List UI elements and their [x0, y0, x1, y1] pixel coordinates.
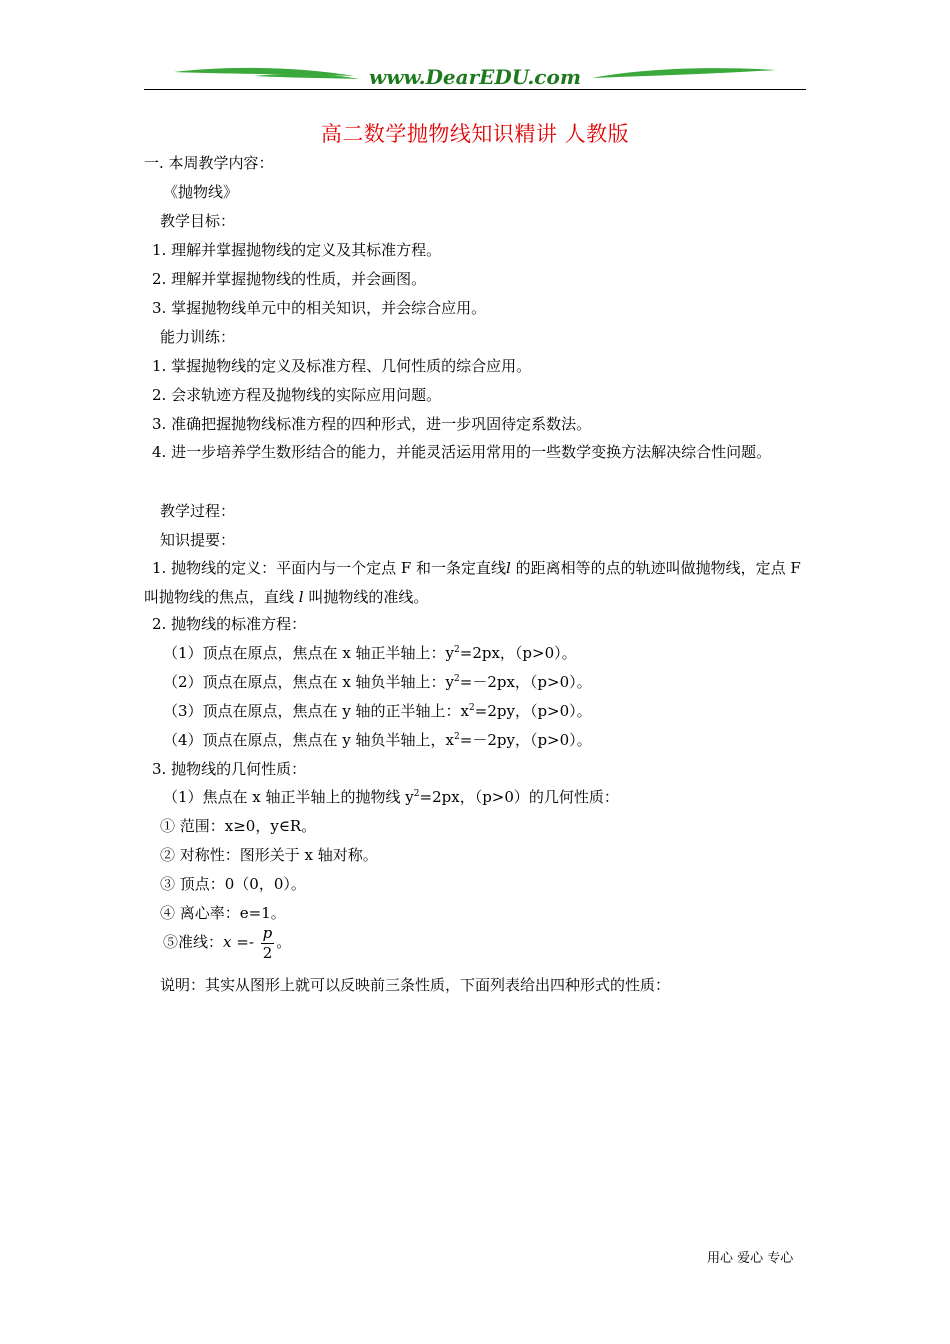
definition-text-3: 叫抛物线的准线。 [303, 588, 429, 606]
right-swoosh [592, 68, 776, 78]
period: 。 [276, 933, 292, 951]
note-paragraph: 说明：其实从图形上就可以反映前三条性质，下面列表给出四种形式的性质： [160, 976, 671, 994]
equation-text: （1）顶点在原点，焦点在 x 轴正半轴上：y [163, 644, 455, 662]
objective-item: 2. 理解并掌握抛物线的性质，并会画图。 [152, 270, 427, 288]
directrix-label: ⑤准线： [163, 933, 224, 951]
skill-item: 2. 会求轨迹方程及抛物线的实际应用问题。 [152, 386, 442, 404]
exponent: 2 [454, 645, 460, 655]
equation-item-4 [163, 730, 592, 750]
fraction-numerator: p [262, 923, 273, 942]
equation-text: （2）顶点在原点，焦点在 x 轴负半轴上：y [163, 673, 455, 691]
section-heading: 一. 本周教学内容： [144, 154, 274, 172]
property-symmetry: ② 对称性：图形关于 x 轴对称。 [160, 846, 378, 864]
document-title: 高二数学抛物线知识精讲 人教版 [320, 122, 630, 146]
property-directrix [163, 922, 291, 963]
skill-item: 1. 掌握抛物线的定义及标准方程、几何性质的综合应用。 [152, 357, 532, 375]
exponent: 2 [469, 703, 475, 713]
equation-item-3 [163, 701, 592, 721]
equation-text: （3）顶点在原点，焦点在 y 轴的正半轴上：x [163, 702, 470, 720]
equation-text: =－2px，（p>0）。 [459, 673, 592, 691]
property-range: ① 范围：x≥0，y∈R。 [160, 817, 317, 835]
objectives-heading: 教学目标： [160, 212, 236, 230]
geometric-properties-heading: 3. 抛物线的几何性质： [152, 760, 307, 778]
equation-text: =2py，（p>0）。 [474, 702, 592, 720]
property-eccentricity: ④ 离心率：e=1。 [160, 904, 286, 922]
definition-text-2: 的距离相等的点的轨迹叫做抛物线，定点 F 叫抛物线的焦点，直线 [144, 559, 801, 606]
fraction-p-over-2 [261, 924, 275, 963]
line-l-symbol: l [298, 588, 304, 606]
logo-text: www.DearEDU.com [368, 65, 582, 89]
equation-text: （4）顶点在原点，焦点在 y 轴负半轴上，x [163, 731, 455, 749]
variable-x: x [223, 933, 232, 951]
summary-heading: 知识提要： [160, 531, 236, 549]
header-rule [144, 89, 806, 90]
page-footer: 用心 爱心 专心 [707, 1251, 794, 1266]
header-logo-banner [144, 62, 806, 92]
equation-item-1 [163, 643, 577, 663]
definition-text-1: 1. 抛物线的定义：平面内与一个定点 F 和一条定直线 [152, 559, 507, 577]
definition-paragraph [144, 554, 809, 612]
equals-minus: =- [231, 933, 259, 951]
skills-heading: 能力训练： [160, 328, 236, 346]
logo-swoosh-graphic [144, 62, 806, 92]
objective-item: 3. 掌握抛物线单元中的相关知识，并会综合应用。 [152, 299, 487, 317]
standard-equation-heading: 2. 抛物线的标准方程： [152, 615, 307, 633]
topic-title: 《抛物线》 [163, 183, 239, 201]
property-intro [163, 787, 619, 807]
property-text: （1）焦点在 x 轴正半轴上的抛物线 y [163, 788, 414, 806]
equation-item-2 [163, 672, 592, 692]
skill-item-wrapped: 4. 进一步培养学生数形结合的能力，并能灵活运用常用的一些数学变换方法解决综合性问题。 [152, 443, 772, 461]
equation-text: =－2py，（p>0）。 [459, 731, 592, 749]
skill-item: 3. 准确把握抛物线标准方程的四种形式，进一步巩固待定系数法。 [152, 415, 592, 433]
objective-item: 1. 理解并掌握抛物线的定义及其标准方程。 [152, 241, 442, 259]
exponent: 2 [454, 732, 460, 742]
property-text: =2px，（p>0）的几何性质： [419, 788, 619, 806]
exponent: 2 [413, 789, 420, 799]
fraction-denominator: 2 [262, 943, 273, 962]
equation-text: =2px，（p>0）。 [459, 644, 577, 662]
line-l-symbol: l [506, 559, 511, 577]
exponent: 2 [454, 674, 460, 684]
left-swoosh [174, 68, 354, 76]
process-heading: 教学过程： [160, 502, 236, 520]
property-vertex: ③ 顶点：0（0，0）。 [160, 875, 306, 893]
